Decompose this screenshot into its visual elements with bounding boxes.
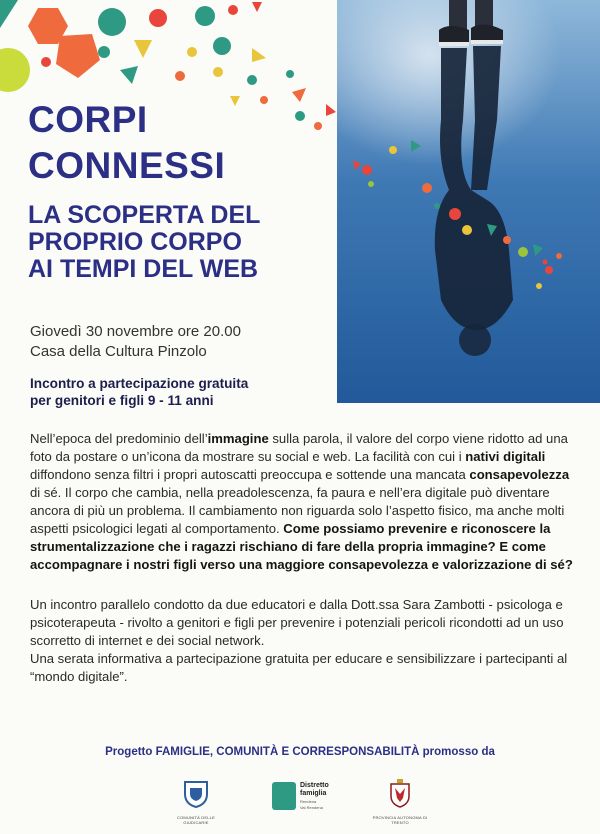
distretto-mark-icon	[272, 782, 296, 810]
title-line-1: CORPI	[28, 99, 148, 140]
subtitle	[28, 202, 260, 283]
logo-comunita-caption: COMUNITÀ DELLE GIUDICARIE	[177, 815, 215, 825]
eagle-crest-icon	[389, 778, 411, 808]
event-date: Giovedì 30 novembre ore 20.00	[30, 323, 241, 340]
project-footer: Progetto FAMIGLIE, COMUNITÀ E CORRESPONSABILITÀ promosso da	[105, 746, 495, 758]
logo-distretto-sub2: Val Rendena	[300, 805, 323, 810]
p1-bold-immagine: immagine	[207, 431, 269, 446]
logo-distretto	[272, 782, 342, 814]
logo-comunita	[170, 778, 222, 825]
paragraph-1	[30, 430, 578, 574]
p1-text-g: di sé. Il corpo che cambia, nella preadolescenza, fa paura e nell’era digitale può diventare ancora di più un problema. Il cambiamento non riguarda solo l’aspetto fisico, ma anche molti aspetti psicologici legati al comportamento.	[30, 485, 565, 536]
paragraph-2	[30, 596, 578, 686]
p3-text: Una serata informativa a partecipazione gratuita per educare e sensibilizzare i partecipanti al “mondo digitale”.	[30, 651, 568, 684]
participation-line-1: Incontro a partecipazione gratuita	[30, 376, 249, 391]
logo-provincia-caption: PROVINCIA AUTONOMA DI TRENTO	[372, 815, 428, 825]
logo-provincia	[368, 778, 432, 825]
subtitle-line-2: PROPRIO CORPO	[28, 228, 242, 256]
p1-bold-question: Come possiamo prevenire e riconoscere la strumentalizzazione che i ragazzi rischiano di fare della propria immagine? E come accompagnare i nostri figli verso una maggiore consapevolezza e valorizzazione di sé?	[30, 521, 573, 572]
logos-row	[0, 778, 600, 828]
logo-distretto-name: Distretto famiglia	[300, 782, 329, 797]
participation-line-2: per genitori e figli 9 - 11 anni	[30, 393, 214, 408]
crest-icon	[182, 778, 210, 808]
participation-note	[30, 375, 248, 409]
p2-text: Un incontro parallelo condotto da due educatori e dalla Dott.ssa Sara Zambotti - psicologa e psicoterapeuta - rivolto a genitori e figli per prevenire i potenziali pericoli ricondotti ad un uso scorretto di internet e dei social network.	[30, 597, 564, 648]
subtitle-line-3: AI TEMPI DEL WEB	[28, 255, 259, 283]
subtitle-line-1: LA SCOPERTA DEL	[28, 201, 261, 229]
p1-bold-nativi: nativi digitali	[465, 449, 546, 464]
p1-bold-consapevolezza: consapevolezza	[469, 467, 570, 482]
p1-text-e: diffondono senza filtri i propri autoscatti preoccupa e sottende una mancata	[30, 467, 470, 482]
logo-distretto-sub1: Rendena	[300, 799, 317, 804]
title-line-2: CONNESSI	[28, 145, 226, 186]
body-text	[30, 430, 578, 686]
hero-photo	[337, 0, 600, 403]
event-info	[30, 322, 241, 362]
event-place: Casa della Cultura Pinzolo	[30, 343, 207, 360]
p1-text-c: sulla parola, il valore del corpo viene ridotto ad una foto da postare o un’icona da mostrare su social e web. La facilità con cui i	[30, 431, 568, 464]
p1-text-a: Nell’epoca del predominio dell’	[30, 431, 208, 446]
